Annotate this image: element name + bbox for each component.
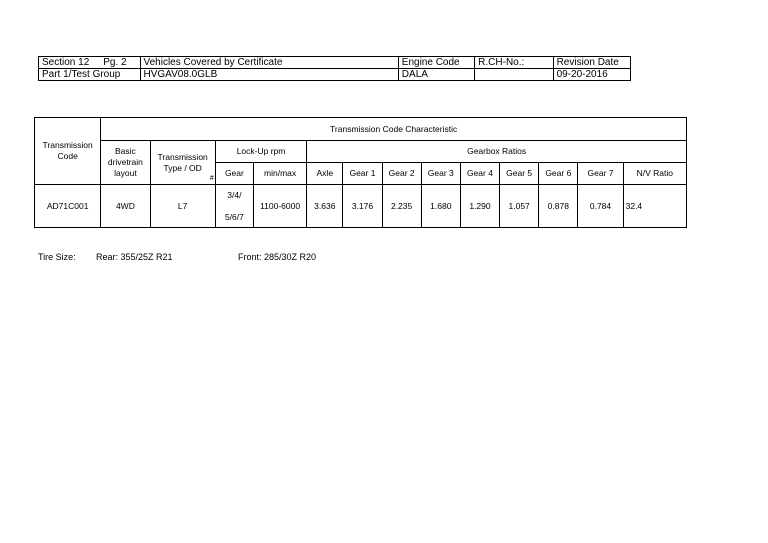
revision-date-label: Revision Date <box>553 57 630 69</box>
minmax-subheader: min/max <box>253 163 306 185</box>
gear-2-cell: 2.235 <box>382 185 421 228</box>
header-row-1 <box>39 57 631 69</box>
revision-date-value: 09-20-2016 <box>553 69 630 81</box>
lockup-gear-cell <box>215 185 253 228</box>
gear-7-subheader: Gear 7 <box>578 163 623 185</box>
gear-2-subheader: Gear 2 <box>382 163 421 185</box>
rch-number-value <box>475 69 553 81</box>
tire-size-label: Tire Size: <box>38 252 76 262</box>
table-title: Transmission Code Characteristic <box>101 118 687 141</box>
transmission-code-cell: AD71C001 <box>35 185 101 228</box>
gear-4-cell: 1.290 <box>460 185 499 228</box>
gear-1-subheader: Gear 1 <box>343 163 382 185</box>
axle-subheader: Axle <box>307 163 343 185</box>
rear-tire-size: Rear: 355/25Z R21 <box>96 252 173 262</box>
gear-6-subheader: Gear 6 <box>539 163 578 185</box>
gear-subheader: Gear <box>215 163 253 185</box>
engine-code-label: Engine Code <box>398 57 474 69</box>
gear-7-cell: 0.784 <box>578 185 623 228</box>
hash-mark: # <box>209 175 214 182</box>
certificate-header-table <box>38 56 631 81</box>
test-group-value: HVGAV08.0GLB <box>140 69 398 81</box>
front-tire-size: Front: 285/30Z R20 <box>238 252 317 262</box>
gearbox-ratios-header: Gearbox Ratios <box>307 141 687 163</box>
engine-code-value: DALA <box>398 69 474 81</box>
table-group-header-row <box>35 141 687 163</box>
lockup-gear-line-1: 3/4/ <box>227 190 242 200</box>
gear-3-subheader: Gear 3 <box>421 163 460 185</box>
basic-drivetrain-header: Basic drivetrain layout <box>101 141 150 185</box>
nv-ratio-subheader: N/V Ratio <box>623 163 686 185</box>
gear-4-subheader: Gear 4 <box>460 163 499 185</box>
gear-3-cell: 1.680 <box>421 185 460 228</box>
gear-5-subheader: Gear 5 <box>500 163 539 185</box>
nv-ratio-cell: 32.4 <box>623 185 686 228</box>
lockup-gear-line-2: 5/6/7 <box>224 212 244 222</box>
lockup-minmax-cell: 1100-6000 <box>253 185 306 228</box>
transmission-code-table <box>34 117 687 228</box>
transmission-type-header <box>150 141 215 185</box>
header-row-2 <box>39 69 631 81</box>
transmission-code-header: Transmission Code <box>35 118 101 185</box>
transmission-type-label: Transmission Type / OD <box>157 151 208 173</box>
vehicles-covered-label: Vehicles Covered by Certificate <box>140 57 398 69</box>
gear-5-cell: 1.057 <box>500 185 539 228</box>
gear-1-cell: 3.176 <box>343 185 382 228</box>
gear-6-cell: 0.878 <box>539 185 578 228</box>
transmission-type-cell: L7 <box>150 185 215 228</box>
section-label: Section 12 <box>42 57 90 68</box>
rch-number-label: R.CH-No.: <box>475 57 553 69</box>
lockup-rpm-header: Lock-Up rpm <box>215 141 306 163</box>
part-test-group-label: Part 1/Test Group <box>39 69 141 81</box>
table-row <box>35 185 687 228</box>
table-title-row <box>35 118 687 141</box>
axle-cell: 3.636 <box>307 185 343 228</box>
section-cell <box>39 57 141 69</box>
drivetrain-cell: 4WD <box>101 185 150 228</box>
page-label: Pg. 2 <box>103 57 127 68</box>
